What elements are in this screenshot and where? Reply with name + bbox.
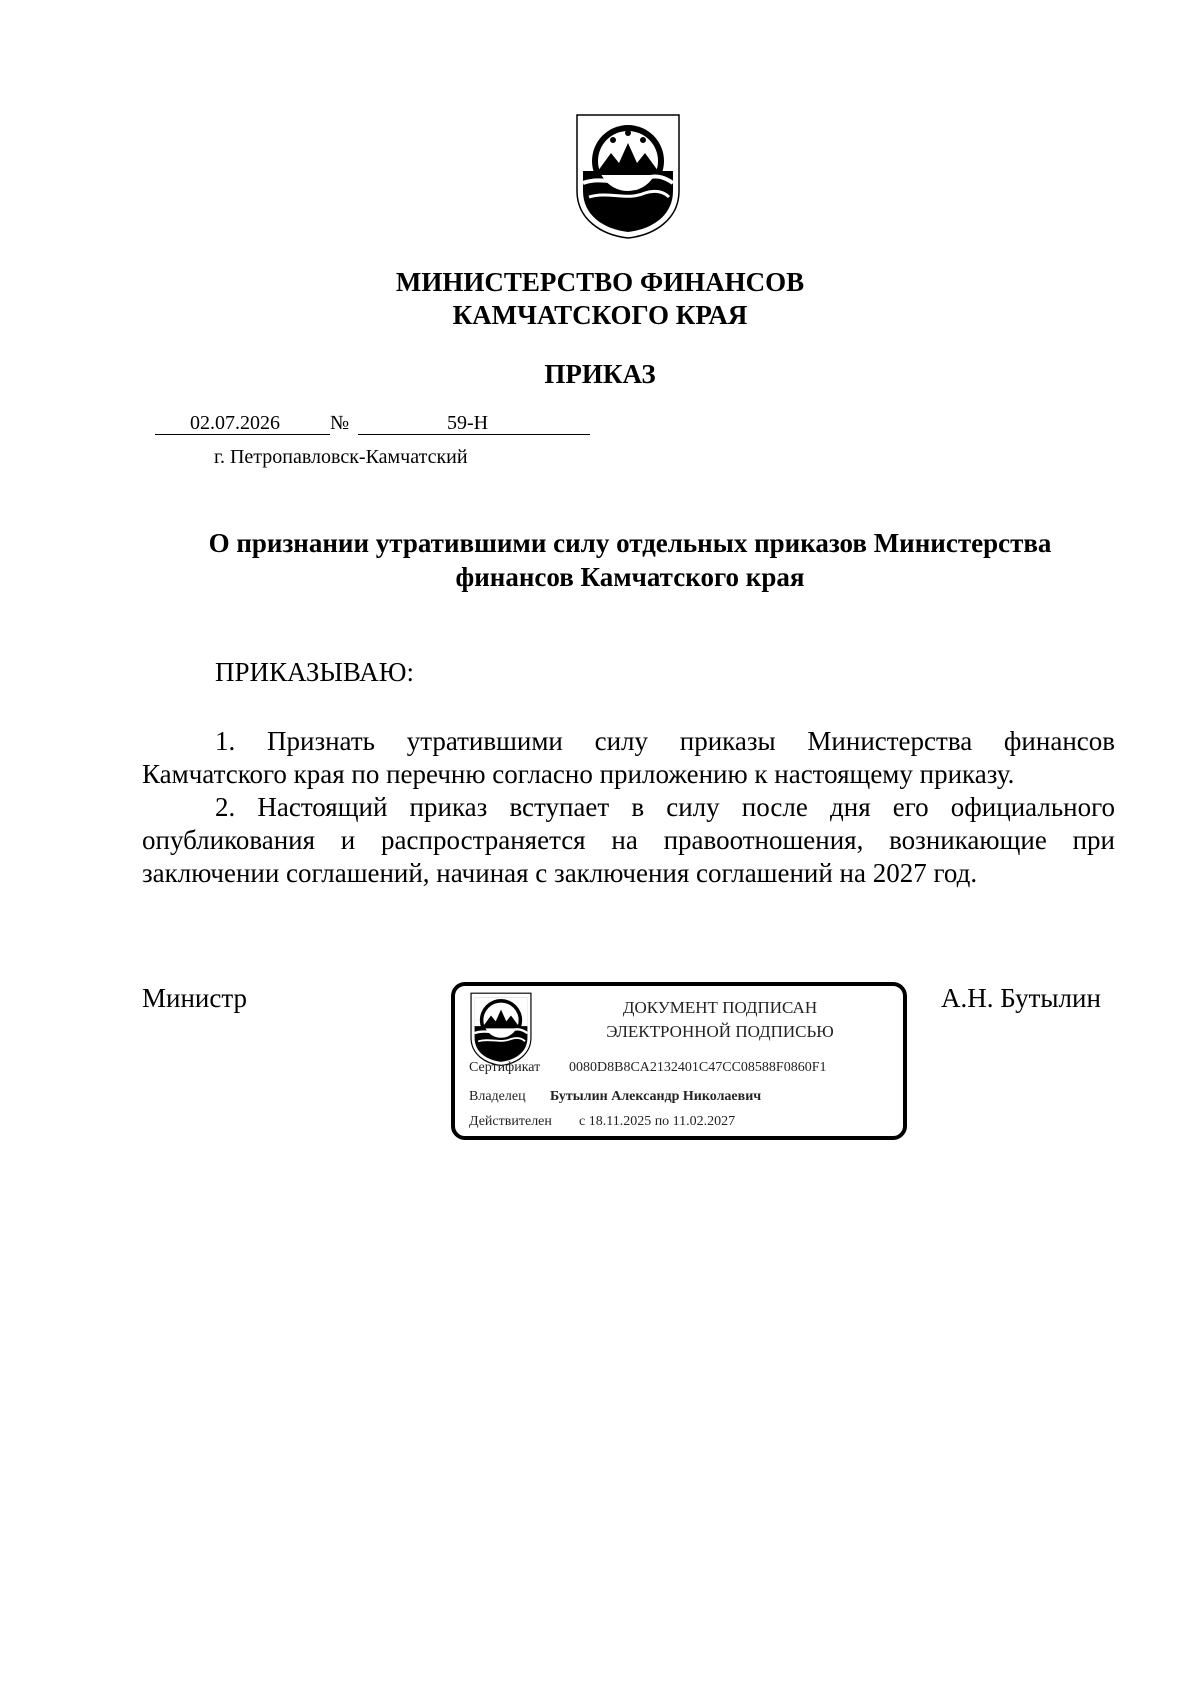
order-word: ПРИКАЗЫВАЮ: <box>215 657 414 687</box>
city-label: г. Петропавловск-Камчатский <box>214 446 468 468</box>
ministry-name-line2: КАМЧАТСКОГО КРАЯ <box>452 300 748 330</box>
date-underline <box>155 434 330 435</box>
order-number: 59-Н <box>447 412 489 434</box>
order-paragraph-1 <box>142 725 1115 791</box>
coat-of-arms-icon <box>575 113 681 239</box>
e-signature-stamp <box>451 982 907 1140</box>
signatory-name: А.Н. Бутылин <box>941 983 1101 1013</box>
stamp-validity-row <box>469 1112 735 1132</box>
owner-label: Владелец <box>469 1089 526 1104</box>
stamp-heading-line1: ДОКУМЕНТ ПОДПИСАН <box>622 998 818 1017</box>
owner-value: Бутылин Александр Николаевич <box>550 1089 762 1104</box>
document-subject <box>170 526 1090 594</box>
document-type-title: ПРИКАЗ <box>544 359 656 389</box>
stamp-owner-row <box>469 1087 761 1107</box>
subject-line1: О признании утратившими силу отдельных приказов Министерства <box>208 528 1052 558</box>
stamp-coat-of-arms-icon <box>468 992 534 1066</box>
order-paragraph-2 <box>142 791 1115 890</box>
certificate-label: Сертификат <box>469 1060 541 1075</box>
valid-value: с 18.11.2025 по 11.02.2027 <box>579 1114 736 1129</box>
subject-line2: финансов Камчатского края <box>455 562 805 592</box>
stamp-certificate-row <box>469 1058 826 1078</box>
number-sign: № <box>330 412 350 434</box>
ministry-name-line1: МИНИСТЕРСТВО ФИНАНСОВ <box>395 267 805 297</box>
paragraph1-text: 1. Признать утратившими силу приказы Министерства финансов Камчатского края по перечню согласно приложению к настоящему приказу. <box>142 726 1115 789</box>
stamp-heading-line2: ЭЛЕКТРОННОЙ ПОДПИСЬЮ <box>606 1022 834 1041</box>
certificate-value: 0080D8B8CA2132401C47CC08588F0860F1 <box>569 1060 827 1075</box>
order-date: 02.07.2026 <box>190 412 280 434</box>
paragraph2-text: 2. Настоящий приказ вступает в силу после дня его официального опубликования и распространяется на правоотношения, возникающие при заключении соглашений, начиная с заключения соглашений на 2027 год. <box>142 792 1115 888</box>
signatory-position: Министр <box>142 983 247 1013</box>
valid-label: Действителен <box>469 1114 552 1129</box>
